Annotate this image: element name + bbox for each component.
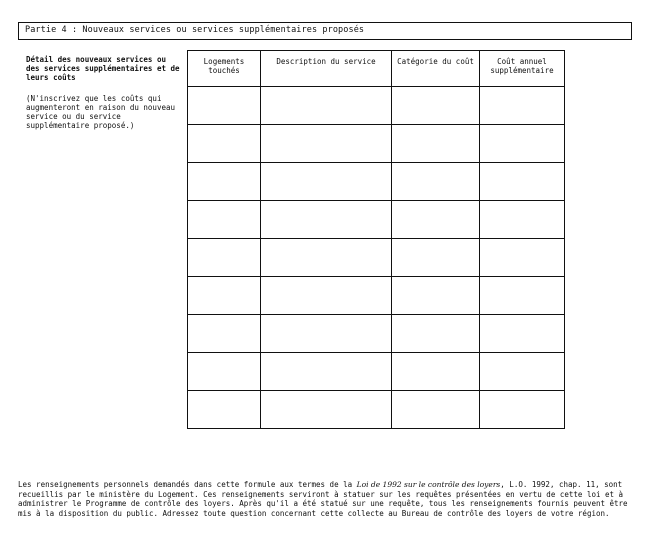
table-row: [188, 239, 565, 277]
cell-description[interactable]: [261, 315, 392, 353]
cell-description[interactable]: [261, 239, 392, 277]
column-header-units: Logements touchés: [188, 51, 261, 87]
cell-annual-cost[interactable]: [480, 239, 565, 277]
cell-cost-category[interactable]: [392, 315, 480, 353]
table-row: [188, 353, 565, 391]
cell-annual-cost[interactable]: [480, 87, 565, 125]
cell-units[interactable]: [188, 353, 261, 391]
section-header: [18, 22, 632, 40]
privacy-notice-text-2: , L.O. 1992, chap. 11, sont recueillis par le ministère du Logement. Ces renseignements serviront à statuer sur les requêtes présentées en vertu de cette loi et à administrer le Programme de contrôle des loyers. Après qu'il a été statué sur une requête, tous les renseignements fournis peuvent être mis à la disposition du public. Adressez toute question concernant cette collecte au Bureau de contrôle des loyers de votre région.: [18, 480, 628, 518]
cell-units[interactable]: [188, 163, 261, 201]
cell-description[interactable]: [261, 391, 392, 429]
privacy-notice-text-1: Les renseignements personnels demandés dans cette formule aux termes de la: [18, 480, 357, 489]
column-header-annual-cost: Coût annuel supplémentaire: [480, 51, 565, 87]
cell-annual-cost[interactable]: [480, 391, 565, 429]
cell-annual-cost[interactable]: [480, 353, 565, 391]
cell-description[interactable]: [261, 87, 392, 125]
cell-units[interactable]: [188, 391, 261, 429]
table-body: [188, 87, 565, 429]
table-row: [188, 87, 565, 125]
cell-annual-cost[interactable]: [480, 201, 565, 239]
table-row: [188, 201, 565, 239]
section-title: Partie 4 : Nouveaux services ou services supplémentaires proposés: [25, 25, 365, 35]
cell-annual-cost[interactable]: [480, 315, 565, 353]
cell-cost-category[interactable]: [392, 87, 480, 125]
column-header-cost-category: Catégorie du coût: [392, 51, 480, 87]
table-row: [188, 277, 565, 315]
cell-cost-category[interactable]: [392, 201, 480, 239]
cell-cost-category[interactable]: [392, 353, 480, 391]
services-detail-note: (N'inscrivez que les coûts qui augmenteront en raison du nouveau service ou du service supplémentaire proposé.): [26, 94, 176, 130]
cell-units[interactable]: [188, 201, 261, 239]
cell-units[interactable]: [188, 125, 261, 163]
cell-units[interactable]: [188, 239, 261, 277]
table-row: [188, 315, 565, 353]
privacy-notice-law-title: Loi de 1992 sur le contrôle des loyers: [356, 480, 501, 489]
cell-cost-category[interactable]: [392, 239, 480, 277]
table-row: [188, 163, 565, 201]
cell-cost-category[interactable]: [392, 391, 480, 429]
cell-description[interactable]: [261, 353, 392, 391]
cell-units[interactable]: [188, 87, 261, 125]
cell-units[interactable]: [188, 315, 261, 353]
services-table: [187, 50, 565, 429]
cell-annual-cost[interactable]: [480, 125, 565, 163]
cell-description[interactable]: [261, 201, 392, 239]
table-row: [188, 125, 565, 163]
privacy-notice: [18, 480, 640, 518]
cell-description[interactable]: [261, 125, 392, 163]
cell-description[interactable]: [261, 277, 392, 315]
cell-description[interactable]: [261, 163, 392, 201]
services-detail-label: Détail des nouveaux services ou des services supplémentaires et de leurs coûts: [26, 55, 180, 82]
cell-cost-category[interactable]: [392, 125, 480, 163]
cell-annual-cost[interactable]: [480, 277, 565, 315]
table-header-row: [188, 51, 565, 87]
table-row: [188, 391, 565, 429]
column-header-description: Description du service: [261, 51, 392, 87]
cell-cost-category[interactable]: [392, 277, 480, 315]
cell-units[interactable]: [188, 277, 261, 315]
cell-annual-cost[interactable]: [480, 163, 565, 201]
cell-cost-category[interactable]: [392, 163, 480, 201]
